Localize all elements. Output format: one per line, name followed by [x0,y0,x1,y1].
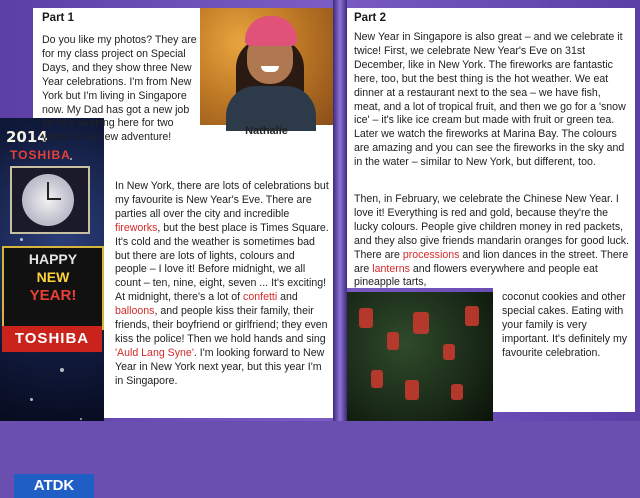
vocab-auld-lang-syne: 'Auld Lang Syne' [115,346,194,359]
vocab-lanterns: lanterns [372,262,410,275]
vocab-balloons: balloons [115,305,155,318]
happy-new-year-sign: HAPPY NEW YEAR! [2,246,104,330]
ts-year-sign: 2014 [6,128,48,146]
part2-paragraph-chinese-new-year: Then, in February, we celebrate the Chinese New Year. I love it! Everything is red and gold, because they're the lucky colours. People give children money in red packets, and they also give friends mandarin oranges for good luck. There are processions and lion dances in the street. There are lanterns and flowers everywhere and people eat pineapple tarts, [354,193,630,289]
part1-paragraph-new-york: In New York, there are lots of celebrations but my favourite is New Year's Eve. There are parties all over the city and incredible fireworks, but the best place is Times Square. It's cold and the weather is sometimes bad but there are lots of lights, colours and people – I love it! Before midnight, we all count – ten, nine, eight, seven ... It's exciting! At midnight, there's a lot of confetti and balloons, and people kiss their family, their friends, their boyfriend or girlfriend; they even kiss the police! Then we hold hands and sing 'Auld Lang Syne'. I'm looking forward to New Year in New York next year, but this year I'm in Singapore. [115,180,329,387]
ts-toshiba-banner: TOSHIBA [2,326,102,352]
lanterns-photo [347,292,493,421]
part1-heading: Part 1 [42,12,74,24]
vocab-fireworks: fireworks [115,221,158,234]
vocab-processions: processions [402,248,460,261]
times-square-photo [0,118,104,494]
ts-clock-icon [10,166,90,234]
nathalie-photo [200,8,333,125]
ts-toshiba-sign: TOSHIBA [10,148,71,162]
photo-caption: Nathalie [245,125,288,137]
part1-paragraph-intro: Do you like my photos? They are for my class project on Special Days, and they show three New Year celebrations. I'm from New York but I'm living in Singapore now. My Dad has got a new job so he's working here for two years. It's a new adventure! [42,34,197,144]
part2-paragraph-singapore: New Year in Singapore is also great – and we celebrate it twice! First, we celebrate New Year's Eve on 31st December, like in New York. The fireworks are fantastic here, too, but the best thing is the hot weather. We eat dinner at a restaurant next to the sea – we have fish, meat, and a lot of tropical fruit, and then we go for a 'snow ice' – it's like ice cream but made with fruit or green tea. Later we watch the fireworks at Marina Bay. The colours are amazing and you can see the fireworks in the sky and in the water – similar to New York, but different, too. [354,31,626,169]
vocab-confetti: confetti [243,291,278,304]
ts-tdk-sign: ATDK [14,474,94,498]
part2-paragraph-tail: coconut cookies and other special cakes. Eating with your family is very important. It's definitely my favourite celebration. [502,291,628,359]
page-gutter [333,0,347,421]
part2-heading: Part 2 [354,12,386,24]
